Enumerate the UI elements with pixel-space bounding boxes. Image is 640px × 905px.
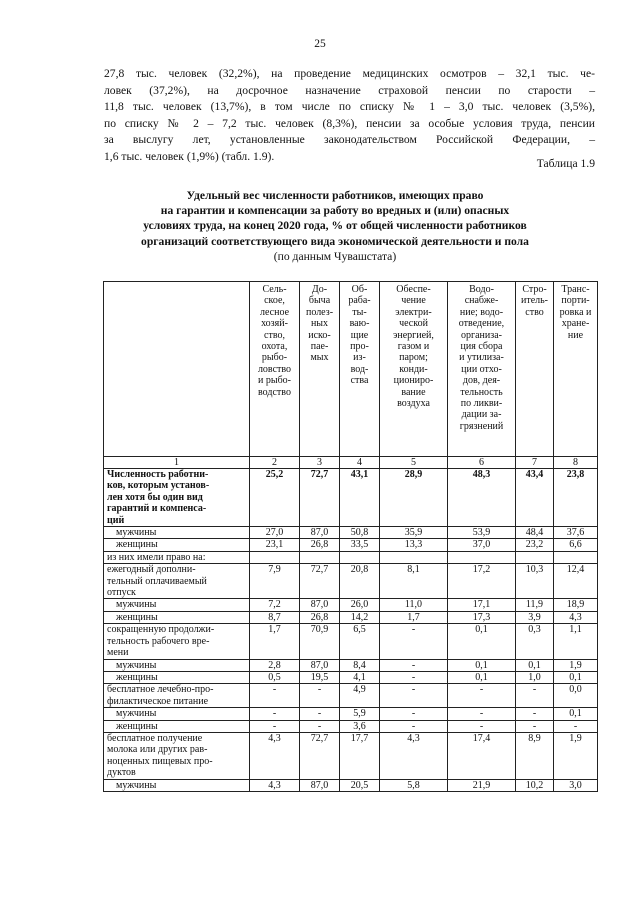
table-cell: 8,4 — [340, 659, 380, 671]
table-cell: 37,6 — [554, 527, 598, 539]
table-cell: - — [380, 671, 448, 683]
row-label: мужчины — [104, 779, 250, 791]
table-cell: 35,9 — [380, 527, 448, 539]
row-label: из них имели право на: — [104, 551, 250, 563]
table-cell: 8,9 — [516, 732, 554, 779]
table-cell: 48,4 — [516, 527, 554, 539]
table-cell: 0,3 — [516, 624, 554, 659]
table-cell: - — [250, 720, 300, 732]
table-cell: 3,0 — [554, 779, 598, 791]
table-cell: 26,8 — [300, 611, 340, 623]
table-cell: 8,7 — [250, 611, 300, 623]
table-cell: - — [300, 720, 340, 732]
table-cell: 37,0 — [448, 539, 516, 551]
table-cell: 4,3 — [554, 611, 598, 623]
table-cell: - — [300, 684, 340, 708]
table-cell: - — [380, 659, 448, 671]
table-cell: - — [250, 684, 300, 708]
table-cell: - — [380, 624, 448, 659]
column-number: 2 — [250, 457, 300, 469]
table-cell: 70,9 — [300, 624, 340, 659]
table-row — [104, 708, 598, 720]
table-cell: 53,9 — [448, 527, 516, 539]
row-label: мужчины — [104, 599, 250, 611]
table-cell: - — [380, 684, 448, 708]
table-cell: 0,1 — [448, 671, 516, 683]
row-label: мужчины — [104, 527, 250, 539]
table-cell: 33,5 — [340, 539, 380, 551]
page-number: 25 — [314, 38, 326, 50]
row-label: женщины — [104, 671, 250, 683]
table-row — [104, 551, 598, 563]
table-cell: 17,3 — [448, 611, 516, 623]
column-header: Обеспе- чение электри- ческой энергией, газом и паром; конди- циониро- вание воздуха — [380, 282, 448, 457]
row-label: ежегодный дополни- тельный оплачиваемый отпуск — [104, 564, 250, 599]
table-cell: 3,6 — [340, 720, 380, 732]
paragraph-line: 11,8 тыс. человек (13,7%), в том числе по списку № 1 – 3,0 тыс. человек (3,5%), — [104, 100, 595, 114]
table-cell: 27,0 — [250, 527, 300, 539]
table-cell — [380, 551, 448, 563]
table-label: Таблица 1.9 — [536, 157, 595, 170]
paragraph-line: 1,6 тыс. человек (1,9%) (табл. 1.9). — [104, 149, 275, 163]
table-cell: 0,1 — [554, 708, 598, 720]
table-cell: 28,9 — [380, 469, 448, 527]
table-cell: 1,7 — [250, 624, 300, 659]
table-cell — [554, 551, 598, 563]
row-label: сокращенную продолжи- тельность рабочего вре- мени — [104, 624, 250, 659]
table-cell: 17,1 — [448, 599, 516, 611]
table-cell — [516, 551, 554, 563]
table-cell: - — [380, 720, 448, 732]
row-label: мужчины — [104, 659, 250, 671]
column-number: 6 — [448, 457, 516, 469]
table-cell: 8,1 — [380, 564, 448, 599]
table-cell: 43,1 — [340, 469, 380, 527]
column-number: 1 — [104, 457, 250, 469]
table-title-line: Удельный вес численности работников, имеющих право — [186, 189, 484, 202]
column-number: 5 — [380, 457, 448, 469]
table-cell: 7,2 — [250, 599, 300, 611]
column-number-row — [104, 457, 598, 469]
table-cell: 17,4 — [448, 732, 516, 779]
table-cell: 4,3 — [250, 732, 300, 779]
table-cell: 4,1 — [340, 671, 380, 683]
table-cell: - — [250, 708, 300, 720]
table-cell: 2,8 — [250, 659, 300, 671]
table-cell: 0,0 — [554, 684, 598, 708]
table-cell: 4,3 — [380, 732, 448, 779]
table-row — [104, 611, 598, 623]
column-header: Сель- ское, лесное хозяй- ство, охота, рыбо- ловство и рыбо- водство — [250, 282, 300, 457]
table-row — [104, 779, 598, 791]
table-cell: 0,5 — [250, 671, 300, 683]
table-cell: 5,9 — [340, 708, 380, 720]
table-cell: 4,9 — [340, 684, 380, 708]
table-cell: 23,2 — [516, 539, 554, 551]
table-row — [104, 684, 598, 708]
data-table — [103, 281, 598, 792]
table-cell: 0,1 — [554, 671, 598, 683]
table-cell: 72,7 — [300, 564, 340, 599]
table-cell — [448, 551, 516, 563]
table-cell: 1,9 — [554, 732, 598, 779]
table-cell: 17,7 — [340, 732, 380, 779]
table-header-row — [104, 282, 598, 457]
table-row — [104, 659, 598, 671]
table-cell: 20,8 — [340, 564, 380, 599]
paragraph-line: ловек (37,2%), на досрочное назначение страховой пенсии по старости – — [104, 83, 595, 97]
column-number: 7 — [516, 457, 554, 469]
table-cell: - — [554, 720, 598, 732]
table-cell: 17,2 — [448, 564, 516, 599]
table-cell: 48,3 — [448, 469, 516, 527]
table-cell: 10,3 — [516, 564, 554, 599]
table-row — [104, 732, 598, 779]
table-cell: 26,8 — [300, 539, 340, 551]
table-cell: 87,0 — [300, 599, 340, 611]
table-cell: 6,5 — [340, 624, 380, 659]
table-cell: 1,7 — [380, 611, 448, 623]
table-cell: 13,3 — [380, 539, 448, 551]
table-title-source: (по данным Чувашстата) — [273, 249, 397, 263]
row-label: Численность работни- ков, которым установ- лен хотя бы один вид гарантий и компенса- ций — [104, 469, 250, 527]
table-cell: 25,2 — [250, 469, 300, 527]
column-number: 8 — [554, 457, 598, 469]
table-cell: 0,1 — [448, 624, 516, 659]
row-label: бесплатное лечебно-про- филактическое питание — [104, 684, 250, 708]
table-row — [104, 720, 598, 732]
table-cell: - — [448, 720, 516, 732]
table-cell: - — [516, 720, 554, 732]
table-cell: - — [448, 684, 516, 708]
table-cell: 11,0 — [380, 599, 448, 611]
table-cell: - — [516, 684, 554, 708]
paragraph-line: по списку № 2 – 7,2 тыс. человек (8,3%), пенсии за особые условия труда, пенсии — [104, 116, 595, 130]
table-cell: 72,7 — [300, 732, 340, 779]
column-number: 3 — [300, 457, 340, 469]
table-cell: 87,0 — [300, 659, 340, 671]
table-row — [104, 539, 598, 551]
table-cell — [340, 551, 380, 563]
table-row — [104, 527, 598, 539]
table-cell: 11,9 — [516, 599, 554, 611]
table-title — [90, 188, 580, 264]
table-cell: 0,1 — [516, 659, 554, 671]
column-header: Транс- порти- ровка и хране- ние — [554, 282, 598, 457]
table-cell: 19,5 — [300, 671, 340, 683]
table-row — [104, 469, 598, 527]
column-header — [104, 282, 250, 457]
row-label: женщины — [104, 611, 250, 623]
table-row — [104, 671, 598, 683]
body-paragraph — [104, 66, 595, 166]
table-cell: - — [448, 708, 516, 720]
table-cell: 10,2 — [516, 779, 554, 791]
row-label: мужчины — [104, 708, 250, 720]
table-cell: 14,2 — [340, 611, 380, 623]
table-cell: 1,1 — [554, 624, 598, 659]
row-label: женщины — [104, 720, 250, 732]
table-cell: 43,4 — [516, 469, 554, 527]
row-label: женщины — [104, 539, 250, 551]
table-title-line: организаций соответствующего вида экономической деятельности и пола — [141, 234, 529, 248]
table-cell: - — [300, 708, 340, 720]
column-header: До- быча полез- ных иско- пае- мых — [300, 282, 340, 457]
table-cell: - — [516, 708, 554, 720]
paragraph-line: 27,8 тыс. человек (32,2%), на проведение медицинских осмотров – 32,1 тыс. че- — [104, 67, 595, 80]
table-cell: 23,8 — [554, 469, 598, 527]
column-number: 4 — [340, 457, 380, 469]
table-cell: 20,5 — [340, 779, 380, 791]
table-cell: 18,9 — [554, 599, 598, 611]
table-cell: 87,0 — [300, 779, 340, 791]
table-row — [104, 599, 598, 611]
table-cell: 5,8 — [380, 779, 448, 791]
table-cell: 12,4 — [554, 564, 598, 599]
table-row — [104, 624, 598, 659]
column-header: Водо- снабже- ние; водо- отведение, организа- ция сбора и утилиза- ции отхо- дов, дея- тельность по ликви- дации за- грязнений — [448, 282, 516, 457]
table-cell: 72,7 — [300, 469, 340, 527]
table-cell: 4,3 — [250, 779, 300, 791]
table-cell: 26,0 — [340, 599, 380, 611]
row-label: бесплатное получение молока или других рав- ноценных пищевых про- дуктов — [104, 732, 250, 779]
table-cell — [300, 551, 340, 563]
table-row — [104, 564, 598, 599]
table-cell: 0,1 — [448, 659, 516, 671]
column-header: Об- раба- ты- ваю- щие про- из- вод- ства — [340, 282, 380, 457]
table-cell: 50,8 — [340, 527, 380, 539]
table-title-line: на гарантии и компенсации за работу во вредных и (или) опасных — [160, 204, 510, 218]
table-cell: 6,6 — [554, 539, 598, 551]
table-cell: 1,0 — [516, 671, 554, 683]
table-cell: 7,9 — [250, 564, 300, 599]
table-cell: 23,1 — [250, 539, 300, 551]
table-cell: 87,0 — [300, 527, 340, 539]
table-cell: - — [380, 708, 448, 720]
table-cell — [250, 551, 300, 563]
table-title-line: условиях труда, на конец 2020 года, % от общей численности работников — [143, 219, 527, 233]
paragraph-line: за выслугу лет, установленные законодательством Российской Федерации, – — [104, 133, 595, 147]
table-cell: 21,9 — [448, 779, 516, 791]
column-header: Стро- итель- ство — [516, 282, 554, 457]
table-cell: 3,9 — [516, 611, 554, 623]
table-cell: 1,9 — [554, 659, 598, 671]
